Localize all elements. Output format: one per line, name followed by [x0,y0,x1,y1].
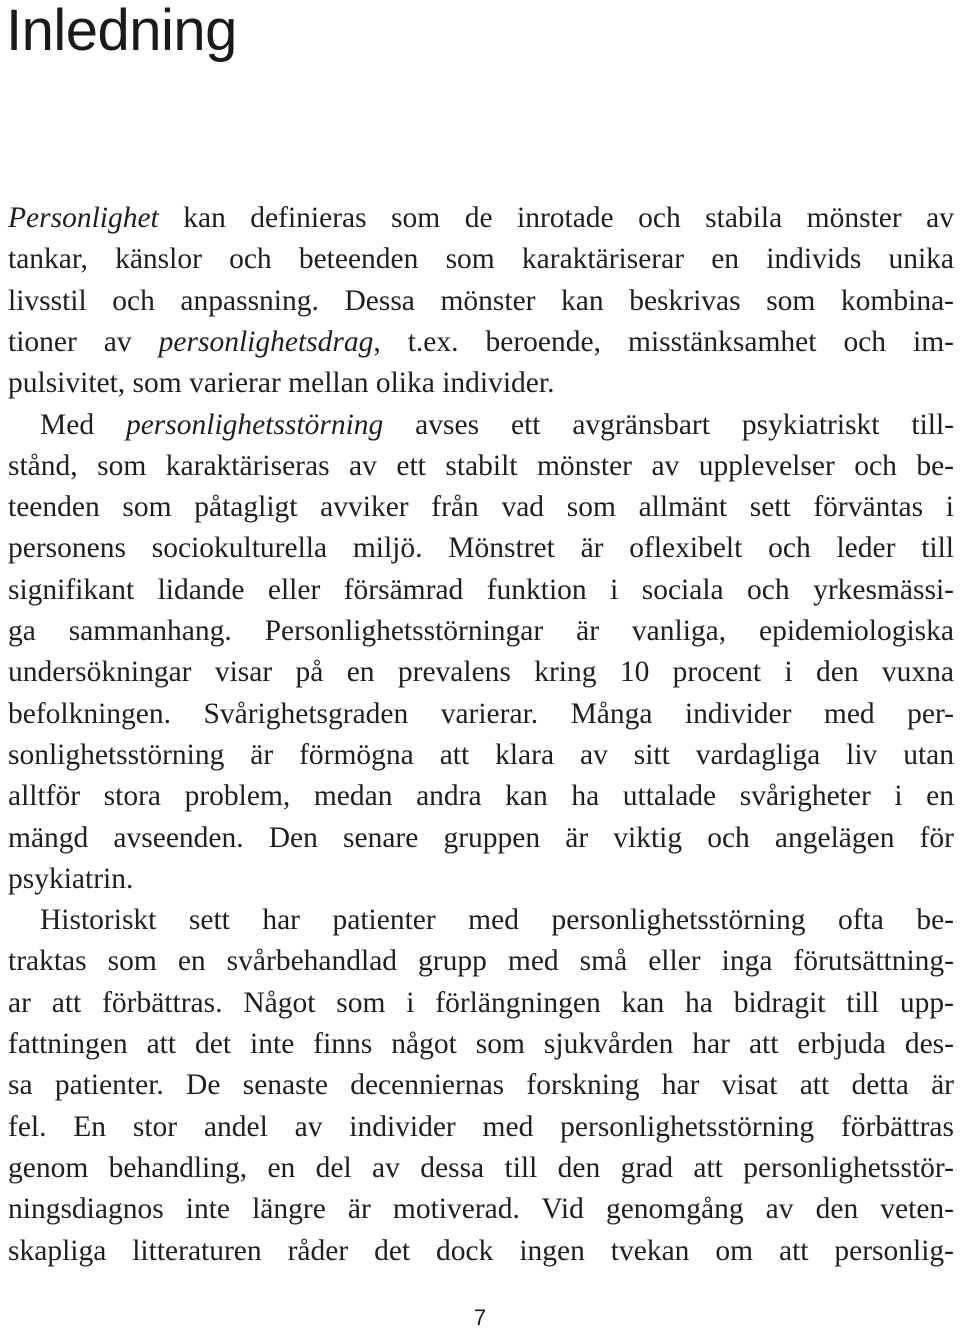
text-line [8,611,954,652]
text-run: mängd avseenden. Den senare gruppen är viktig och angelägen för [8,821,954,854]
italic-term: personlighetsdrag [158,325,374,358]
text-run: , t.ex. beroende, misstänksamhet och im- [373,325,955,358]
text-line [8,776,954,817]
text-run: signifikant lidande eller försämrad funktion i sociala och yrkesmässi- [8,573,954,606]
text-line [40,900,954,941]
text-run: sonlighetsstörning är förmögna att klara av sitt vardagliga liv utan [8,738,954,771]
text-run: pulsivitet, som varierar mellan olika individer. [8,367,555,400]
text-run: undersökningar visar på en prevalens kring 10 procent i den vuxna [8,656,954,689]
text-line [8,818,954,859]
text-run: genom behandling, en del av dessa till den grad att personlighetsstör- [8,1151,954,1184]
text-line [40,405,954,446]
text-line [8,1065,954,1106]
text-run: traktas som en svårbehandlad grupp med små eller inga förutsättning- [8,945,954,978]
text-run: livsstil och anpassning. Dessa mönster kan beskrivas som kombina- [8,284,954,317]
text-run: ar att förbättras. Något som i förlängningen kan ha bidragit till upp- [8,986,954,1019]
text-line [8,322,954,363]
chapter-heading: Inledning [6,0,237,63]
text-run: skapliga litteraturen råder det dock ingen tvekan om att personlig- [8,1234,954,1267]
text-run: tankar, känslor och beteenden som karaktäriserar en individs unika [8,243,954,276]
text-line [8,1024,954,1065]
text-run: fattningen att det inte finns något som sjukvården har att erbjuda des- [8,1028,954,1060]
italic-term: personlighetsstörning [125,408,384,441]
page-number: 7 [473,1305,487,1330]
text-run: alltför stora problem, medan andra kan ha uttalade svårigheter i en [8,780,954,813]
text-line [8,198,954,239]
text-run: sa patienter. De senaste decenniernas forskning har visat att detta är [8,1069,954,1102]
text-line [8,694,954,735]
text-line [8,1107,954,1148]
text-run: teenden som påtagligt avviker från vad som allmänt sett förväntas i [8,491,954,524]
text-run: ningsdiagnos inte längre är motiverad. Vid genomgång av den veten- [8,1193,954,1226]
text-line [8,363,954,404]
text-run: avses ett avgränsbart psykiatriskt till- [383,408,954,441]
text-line [8,1148,954,1189]
text-run: fel. En stor andel av individer med personlighetsstörning förbättras [8,1110,954,1143]
text-run: psykiatrin. [8,862,134,895]
text-line [8,735,954,776]
text-line [8,859,954,900]
text-run: tioner av [8,325,159,358]
text-line [8,487,954,528]
text-line [8,528,954,569]
italic-term: Personlighet [8,202,159,234]
text-run: ga sammanhang. Personlighetsstörningar är vanliga, epidemiologiska [8,615,954,647]
text-line [8,983,954,1024]
text-line [8,446,954,487]
text-line [8,1231,954,1272]
text-line [8,570,954,611]
text-run: befolkningen. Svårighetsgraden varierar. Många individer med per- [8,697,954,730]
text-line [8,239,954,280]
text-run: personens sociokulturella miljö. Mönstret är oflexibelt och leder till [8,532,954,565]
text-run: kan definieras som de inrotade och stabila mönster av [158,202,954,234]
text-line [8,281,954,322]
text-run: Historiskt sett har patienter med personlighetsstörning ofta be- [40,904,954,937]
text-run: Med [40,408,126,441]
text-line [8,652,954,693]
text-line [8,941,954,982]
text-line [8,1189,954,1230]
text-run: stånd, som karaktäriseras av ett stabilt mönster av upplevelser och be- [8,449,954,482]
